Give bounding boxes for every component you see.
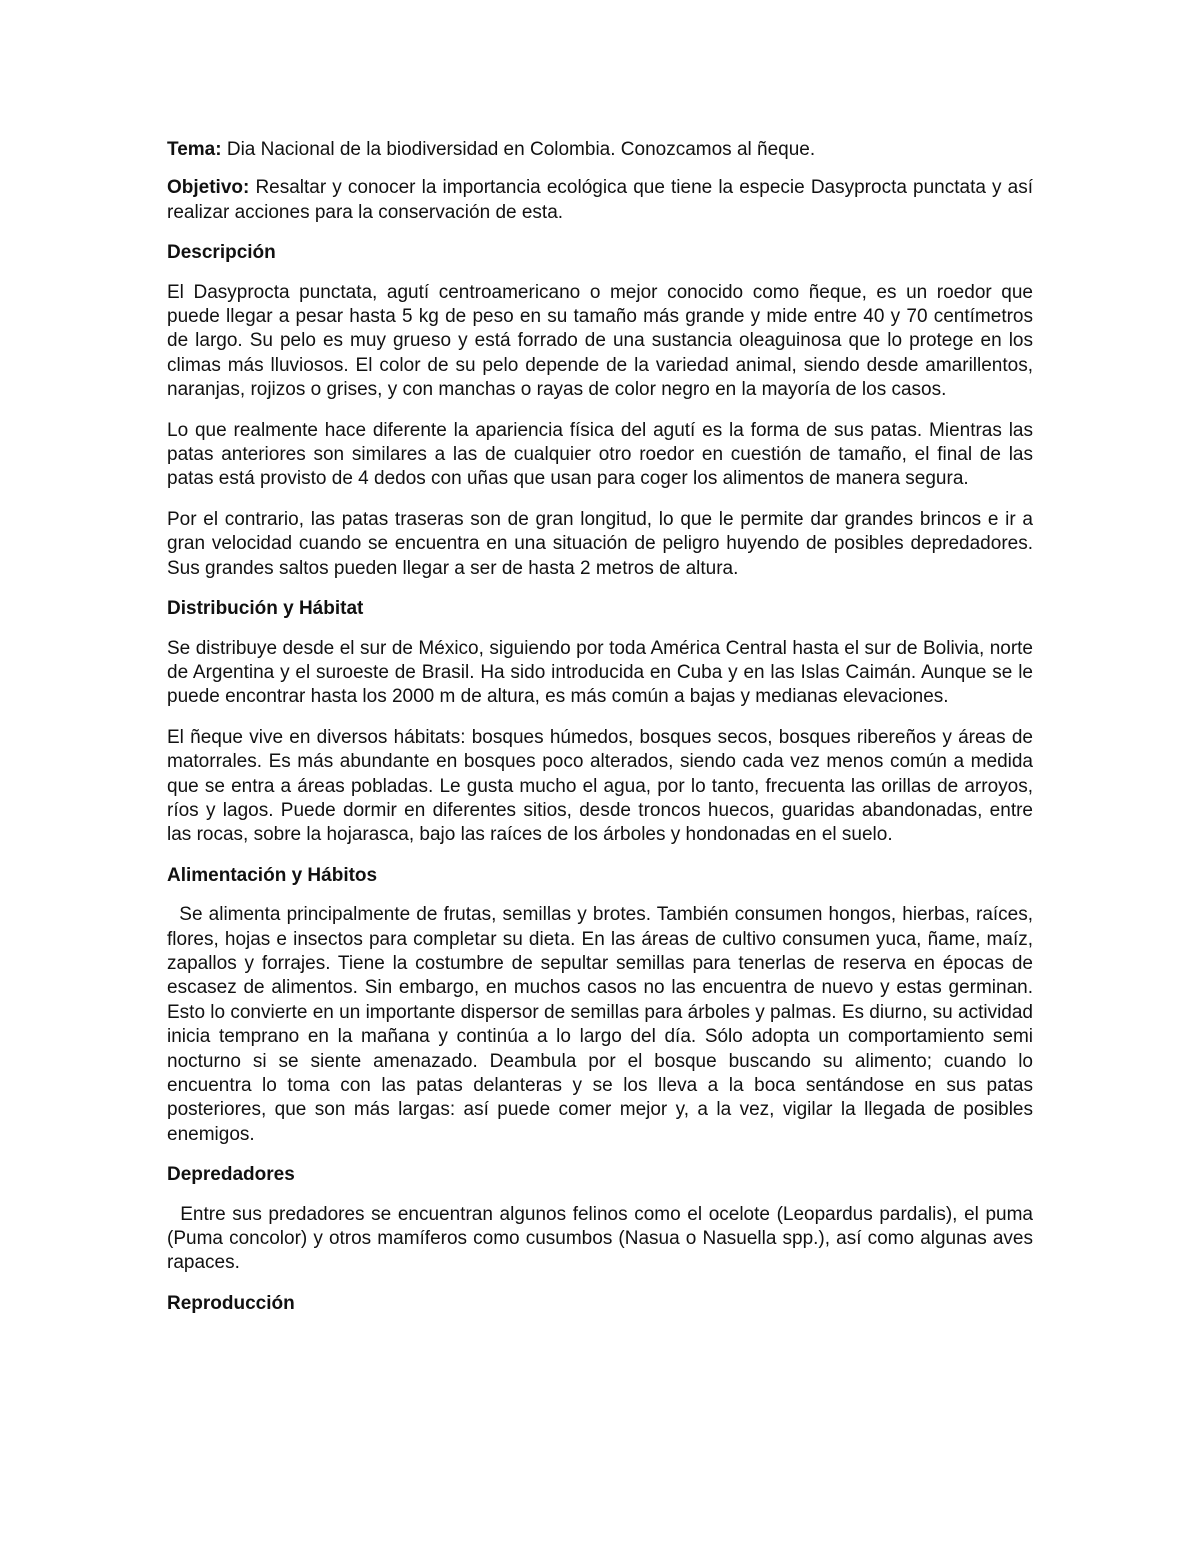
objetivo-line bbox=[167, 176, 1033, 225]
descripcion-paragraph-1: El Dasyprocta punctata, agutí centroamericano o mejor conocido como ñeque, es un roedor que puede llegar a pesar hasta 5 kg de peso en su tamaño más grande y mide entre 40 y 70 centímetros de largo. Su pelo es muy grueso y está forrado de una sustancia oleaguinosa que lo protege en los climas más lluviosos. El color de su pelo depende de la variedad animal, siendo desde amarillentos, naranjas, rojizos o grises, y con manchas o rayas de color negro en la mayoría de los casos. bbox=[167, 281, 1033, 401]
depredadores-paragraph-1: Entre sus predadores se encuentran algunos felinos como el ocelote (Leopardus pardalis), el puma (Puma concolor) y otros mamíferos como cusumbos (Nasua o Nasuella spp.), así como algunas aves rapaces. bbox=[167, 1203, 1039, 1274]
descripcion-paragraph-2: Lo que realmente hace diferente la apariencia física del agutí es la forma de sus patas. Mientras las patas anteriores son similares a las de cualquier otro roedor en cuestión de tamaño, el final de las patas está provisto de 4 dedos con uñas que usan para coger los alimentos de manera segura. bbox=[167, 419, 1033, 490]
alimentacion-paragraph-1: Se alimenta principalmente de frutas, semillas y brotes. También consumen hongos, hierbas, raíces, flores, hojas e insectos para completar su dieta. En las áreas de cultivo consumen yuca, ñame, maíz, zapallos y forrajes. Tiene la costumbre de sepultar semillas para tenerlas de reserva en épocas de escasez de alimentos. Sin embargo, en muchos casos no las encuentra de nuevo y estas germinan. Esto lo convierte en un importante dispersor de semillas para árboles y palmas. Es diurno, su actividad inicia temprano en la mañana y continúa a lo largo del día. Sólo adopta un comportamiento semi nocturno si se siente amenazado. Deambula por el bosque buscando su alimento; cuando lo encuentra lo toma con las patas delanteras y se los lleva a la boca sentándose en sus patas posteriores, que son más largas: así puede comer mejor y, a la vez, vigilar la llegada de posibles enemigos. bbox=[167, 904, 1039, 1145]
document-page bbox=[167, 138, 1039, 1331]
descripcion-paragraph-3: Por el contrario, las patas traseras son de gran longitud, lo que le permite dar grandes brincos e ir a gran velocidad cuando se encuentra en una situación de peligro huyendo de posibles depredadores. Sus grandes saltos pueden llegar a ser de hasta 2 metros de altura. bbox=[167, 508, 1033, 579]
objetivo-label: Objetivo: bbox=[167, 177, 250, 199]
tema-label: Tema: bbox=[167, 139, 222, 160]
objetivo-text: Resaltar y conocer la importancia ecológica que tiene la especie Dasyprocta punctata y así realizar acciones para la conservación de esta. bbox=[167, 177, 1033, 223]
section-heading-distribucion: Distribución y Hábitat bbox=[167, 598, 364, 620]
distribucion-paragraph-2: El ñeque vive en diversos hábitats: bosques húmedos, bosques secos, bosques ribereños y áreas de matorrales. Es más abundante en bosques poco alterados, siendo cada vez menos común a medida que se entra a áreas pobladas. Le gusta mucho el agua, por lo tanto, frecuenta las orillas de arroyos, ríos y lagos. Puede dormir en diferentes sitios, desde troncos huecos, guaridas abandonadas, entre las rocas, sobre la hojarasca, bajo las raíces de los árboles y hondonadas en el suelo. bbox=[167, 726, 1033, 846]
distribucion-paragraph-1: Se distribuye desde el sur de México, siguiendo por toda América Central hasta el sur de Bolivia, norte de Argentina y el suroeste de Brasil. Ha sido introducida en Cuba y en las Islas Caimán. Aunque se le puede encontrar hasta los 2000 m de altura, es más común a bajas y medianas elevaciones. bbox=[167, 637, 1033, 708]
section-heading-depredadores: Depredadores bbox=[167, 1164, 295, 1186]
tema-text: Dia Nacional de la biodiversidad en Colombia. Conozcamos al ñeque. bbox=[221, 139, 816, 160]
section-heading-alimentacion: Alimentación y Hábitos bbox=[167, 864, 378, 886]
section-heading-descripcion: Descripción bbox=[167, 242, 276, 264]
section-heading-reproduccion: Reproducción bbox=[167, 1292, 295, 1314]
tema-line bbox=[167, 138, 1033, 162]
